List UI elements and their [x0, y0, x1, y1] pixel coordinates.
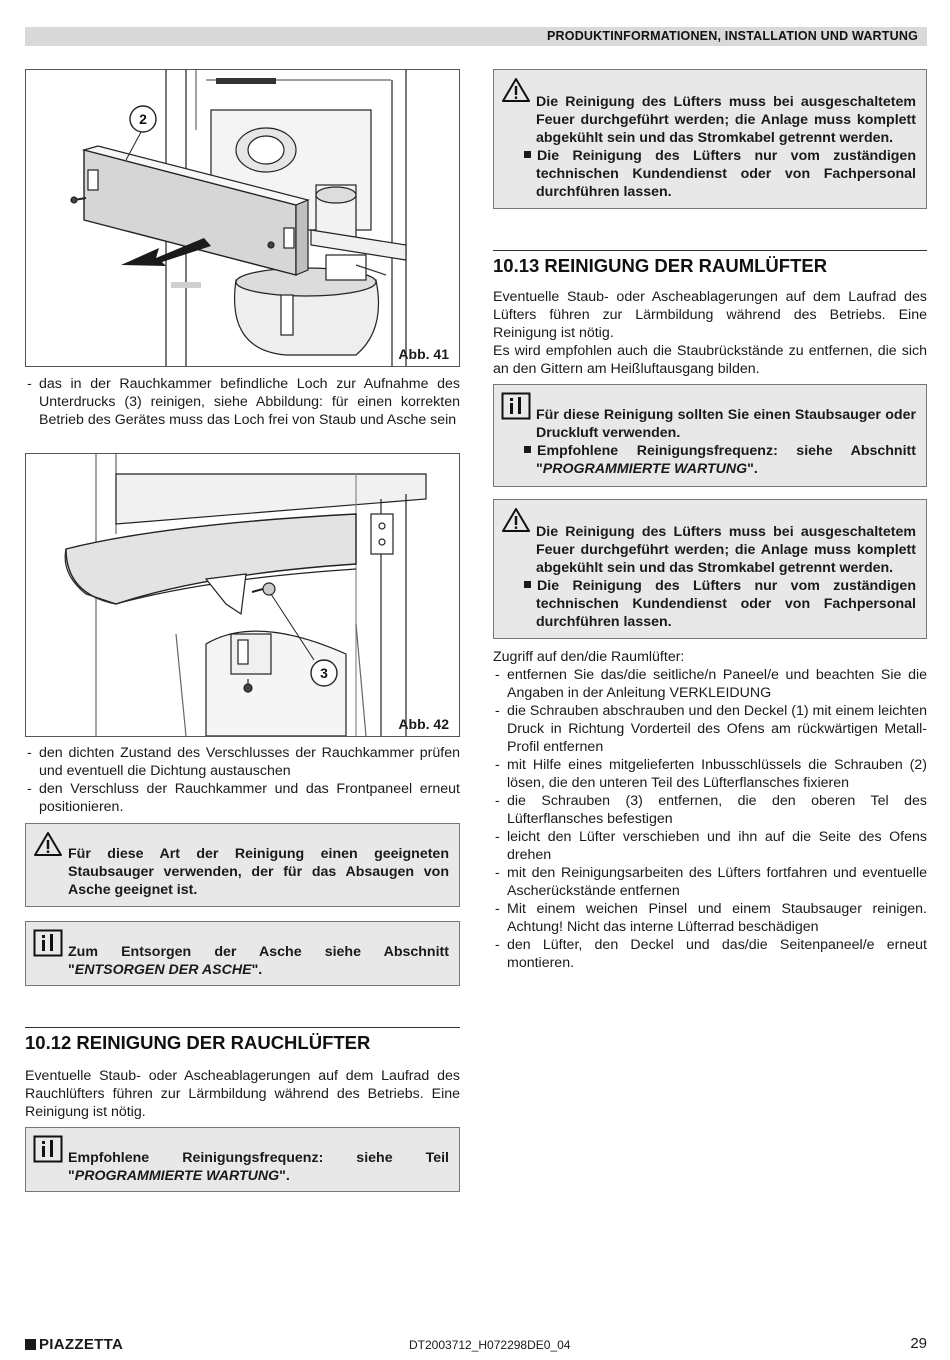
info-text-1: Für diese Reinigung sollten Sie einen Staubsauger oder Druckluft verwenden. [536, 407, 916, 441]
header-bar [25, 27, 927, 46]
warning-text: Für diese Art der Reinigung einen geeigneten Staubsauger verwenden, der für das Absaugen von Asche geeignet ist. [68, 846, 449, 898]
info-icon [33, 929, 63, 962]
warning-box [25, 823, 460, 907]
list-item: - den Lüfter, den Deckel und das/die Seitenpaneel/e erneut montieren. [493, 936, 927, 972]
figure-42 [25, 453, 460, 737]
list-item: - den dichten Zustand des Verschlusses der Rauchkammer prüfen und eventuell die Dichtung austauschen [25, 744, 460, 780]
section-1012-paragraph: Eventuelle Staub- oder Ascheablagerungen auf dem Laufrad des Rauchlüfters führen zur Lärmbildung während des Betriebs. Eine Reinigung ist nötig. [25, 1068, 460, 1120]
access-steps [493, 666, 927, 972]
bullet-list-a [25, 375, 460, 429]
warning-text-2-content: Die Reinigung des Lüfters nur vom zuständigen technischen Kundendienst oder von Fachpersonal durchführen lassen. [536, 148, 916, 200]
info-text [68, 1149, 449, 1185]
info-ref: PROGRAMMIERTE WARTUNG [74, 1168, 280, 1184]
info-icon [33, 1135, 63, 1168]
callout-3: 3 [320, 665, 328, 681]
access-intro: Zugriff auf den/die Raumlüfter: [493, 649, 685, 665]
info-text-pre: Empfohlene Reinigungsfrequenz: siehe Abschnitt " [536, 443, 916, 477]
info-text [68, 943, 449, 979]
warning-box-mid [493, 499, 927, 639]
brand-name: PIAZZETTA [39, 1336, 124, 1353]
info-text-post: ". [279, 1168, 290, 1184]
section-heading-1012: 10.12 REINIGUNG DER RAUCHLÜFTER [25, 1027, 460, 1054]
bullet-square-icon [524, 581, 531, 588]
info-box-right [493, 384, 927, 487]
info-ref: ENTSORGEN DER ASCHE [74, 962, 252, 978]
section-1013-paragraph-a: Eventuelle Staub- oder Ascheablagerungen auf dem Laufrad des Lüfters führen zur Lärmbildung während des Betriebs. Eine Reinigung ist nötig. [493, 289, 927, 341]
info-ref: PROGRAMMIERTE WARTUNG [542, 461, 748, 477]
warning-text-1: Die Reinigung des Lüfters muss bei ausgeschaltetem Feuer durchgeführt werden; die Anlage muss komplett abgekühlt sein und das Stromkabel getrennt werden. [536, 524, 916, 576]
warning-triangle-icon [501, 77, 531, 108]
page-number: 29 [910, 1335, 927, 1352]
info-icon [501, 392, 531, 425]
info-box [25, 921, 460, 986]
warning-text-2 [536, 577, 916, 631]
figure-41-drawing [26, 70, 459, 366]
document-code: DT2003712_H072298DE0_04 [409, 1338, 571, 1352]
info-box-1012 [25, 1127, 460, 1192]
list-item: - Mit einem weichen Pinsel und einem Staubsauger reinigen. Achtung! Nicht das interne Lüfterrad beschädigen [493, 900, 927, 936]
list-item: - mit Hilfe eines mitgelieferten Inbusschlüssels die Schrauben (2) lösen, die den unteren Teil des Lüfterflansches fixieren [493, 756, 927, 792]
figure-41-label: Abb. 41 [398, 346, 449, 362]
list-item: - die Schrauben abschrauben und den Deckel (1) mit einem leichten Druck in Richtung Vorderteil des Ofens am rückwärtigen Metall-Profil entfernen [493, 702, 927, 756]
list-item: - das in der Rauchkammer befindliche Loch zur Aufnahme des Unterdrucks (3) reinigen, siehe Abbildung: für einen korrekten Betrieb des Gerätes muss das Loch frei von Staub und Asche sein [25, 375, 460, 429]
bullet-square-icon [524, 151, 531, 158]
warning-box-top [493, 69, 927, 209]
figure-42-label: Abb. 42 [398, 716, 449, 732]
section-heading-1013: 10.13 REINIGUNG DER RAUMLÜFTER [493, 250, 927, 277]
list-item: - die Schrauben (3) entfernen, die den oberen Tel des Lüfterflansches befestigen [493, 792, 927, 828]
warning-text-2 [536, 147, 916, 201]
info-text-post: ". [747, 461, 758, 477]
warning-text-2-content: Die Reinigung des Lüfters nur vom zuständigen technischen Kundendienst oder von Fachpersonal durchführen lassen. [536, 578, 916, 630]
warning-triangle-icon [501, 507, 531, 538]
info-text-2 [536, 442, 916, 478]
running-header: PRODUKTINFORMATIONEN, INSTALLATION UND WARTUNG [547, 29, 918, 43]
section-1013-paragraph-b: Es wird empfohlen auch die Staubrückstände zu entfernen, die sich an den Gittern am Heißluftausgang bilden. [493, 343, 927, 377]
figure-42-drawing [26, 454, 459, 736]
info-text-post: ". [251, 962, 263, 978]
warning-text-1: Die Reinigung des Lüfters muss bei ausgeschaltetem Feuer durchgeführt werden; die Anlage muss komplett abgekühlt sein und das Stromkabel getrennt werden. [536, 94, 916, 146]
list-item: - leicht den Lüfter verschieben und ihn auf die Seite des Ofens drehen [493, 828, 927, 864]
logo-mark-icon [25, 1339, 36, 1350]
info-text-pre: Zum Entsorgen der Asche siehe Abschnitt " [68, 944, 449, 978]
figure-41 [25, 69, 460, 367]
warning-triangle-icon [33, 831, 63, 862]
bullet-square-icon [524, 446, 531, 453]
list-item: - entfernen Sie das/die seitliche/n Paneel/e und beachten Sie die Angaben in der Anleitung VERKLEIDUNG [493, 666, 927, 702]
info-text-pre: Empfohlene Reinigungsfrequenz: siehe Teil " [68, 1150, 449, 1184]
brand-logo [25, 1336, 123, 1353]
bullet-list-b [25, 744, 460, 816]
list-item: - mit den Reinigungsarbeiten des Lüfters fortfahren und eventuelle Ascherückstände entfernen [493, 864, 927, 900]
callout-2: 2 [139, 111, 147, 127]
list-item: - den Verschluss der Rauchkammer und das Frontpaneel erneut positionieren. [25, 780, 460, 816]
